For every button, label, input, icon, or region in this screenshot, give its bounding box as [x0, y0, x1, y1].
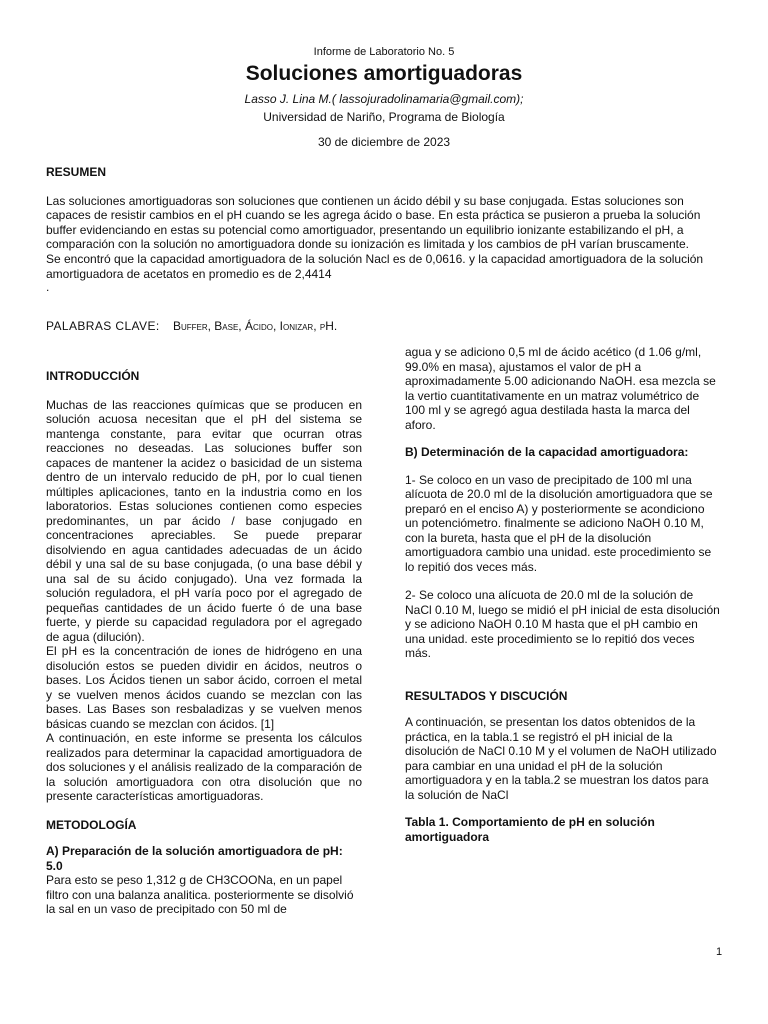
method-subheading-b: B) Determinación de la capacidad amortiguadora:	[405, 445, 689, 459]
authors: Lasso J. Lina M.( lassojuradolinamaria@gmail.com);	[244, 92, 524, 106]
keywords-label: PALABRAS CLAVE:	[46, 319, 160, 333]
abstract-heading: RESUMEN	[46, 165, 107, 179]
abstract-section	[46, 165, 722, 293]
page-number: 1	[716, 946, 723, 958]
report-number: Informe de Laboratorio No. 5	[313, 46, 455, 58]
results-heading: RESULTADOS Y DISCUCIÓN	[405, 688, 568, 703]
table-caption: Tabla 1. Comportamiento de pH en solución amortiguadora	[405, 815, 655, 844]
method-paragraph: Para esto se peso 1,312 g de CH3COONa, en un papel filtro con una balanza analitica. posteriormente se disolvió la sal en un vaso de precipitado con 50 ml de	[46, 873, 354, 916]
page-title: Soluciones amortiguadoras	[245, 62, 523, 85]
right-column	[405, 345, 721, 844]
method-heading: METODOLOGÍA	[46, 817, 137, 832]
keywords-list: Buffer, Base, Ácido, Ionizar, pH.	[172, 319, 338, 333]
results-paragraph: A continuación, se presentan los datos obtenidos de la práctica, en la tabla.1 se registró el pH inicial de la disolución de NaCl 0.10 M y el volumen de NaOH utilizado para cambiar en una unidad el pH de la solución amortiguadora y en la tabla.2 se muestran los datos para la solución de NaCl	[405, 715, 717, 802]
left-column	[46, 369, 362, 917]
intro-paragraph: A continuación, en este informe se presenta los cálculos realizados para determinar la capacidad amortiguadora de dos soluciones y el análisis realizado de la comparación de la solución amortiguadora con otra disolución que no presente características amortiguadoras.	[46, 731, 362, 803]
keywords	[46, 319, 337, 333]
abstract-paragraph: Se encontró que la capacidad amortiguadora de la solución Nacl es de 0,0616. y la capacidad amortiguadora de la solución amortiguadora de acetatos en promedio es de 2,4414	[46, 251, 704, 281]
method-subheading-a: A) Preparación de la solución amortiguadora de pH: 5.0	[46, 844, 343, 873]
abstract-paragraph: .	[46, 280, 50, 295]
method-step: 1- Se coloco en un vaso de precipitado de 100 ml una alícuota de 20.0 ml de la disolución amortiguadora que se preparó en el enciso A) y posteriormente se acondiciono un potenciómetro. finalmente se adiciono NaOH 0.10 M, con la bureta, hasta que el pH de la disolución amortiguadora cambio una unidad. este procedimiento se lo repitió dos veces más.	[405, 472, 713, 574]
intro-heading: INTRODUCCIÓN	[46, 369, 140, 383]
method-step: 2- Se coloco una alícuota de 20.0 ml de la solución de NaCl 0.10 M, luego se midió el pH inicial de esta disolución y se adiciono NaOH 0.10 M hasta que el pH cambio en una unidad. este procedimiento se lo repitió dos veces más.	[405, 588, 720, 660]
method-paragraph: agua y se adiciono 0,5 ml de ácido acético (d 1.06 g/ml, 99.0% en masa), ajustamos el valor de pH a aproximadamente 5.00 adicionando NaOH. esa mezcla se la vertio cuantitativamente en un matraz volumétrico de 100 ml y se agregó agua destilada hasta la marca del aforo.	[405, 345, 716, 432]
affiliation: Universidad de Nariño, Programa de Biología	[263, 110, 505, 124]
report-date: 30 de diciembre de 2023	[317, 135, 451, 149]
intro-paragraph: Muchas de las reacciones químicas que se producen en solución acuosa necesitan que el pH del sistema se mantenga constante, para evitar que ocurran otras reacciones no deseadas. Las soluciones buffer son capaces de mantener la acidez o basicidad de un sistema dentro de un intervalo reducido de pH, por lo cual tienen múltiples aplicaciones, tanto en la industria como en los laboratorios. Estas soluciones contienen como especies predominantes, un par ácido / base conjugado en concentraciones apreciables. Se puede preparar disolviendo en agua cantidades adecuadas de un ácido débil y una sal de su base conjugada, (o una base débil y una sal de su ácido conjugado). Una vez formada la solución reguladora, el pH varía poco por el agregado de pequeñas cantidades de un ácido fuerte ó de una base fuerte, y pierde su capacidad reguladora por el agregado de agua (dilución).	[46, 397, 362, 644]
intro-paragraph: El pH es la concentración de iones de hidrógeno en una disolución estos se pueden dividir en ácidos, neutros o bases. Los Ácidos tienen un sabor ácido, corroen el metal y se vuelven menos ácidos cuando se mezclan con las bases. Las Bases son resbaladizas y se vuelven menos básicas cuando se mezclan con ácidos. [1]	[46, 644, 362, 731]
abstract-paragraph: Las soluciones amortiguadoras son soluciones que contienen un ácido débil y su base conjugada. Estas soluciones son capaces de resistir cambios en el pH cuando se les agrega ácido o base. En esta práctica se pusieron a prueba la solución buffer evidenciando en estas su potencial como amortiguador, presentando un equilibrio ionizante estabilizando el pH, a comparación con la solución no amortiguadora donde su ionización es limitada y los cambios de pH varían bruscamente.	[46, 193, 701, 252]
